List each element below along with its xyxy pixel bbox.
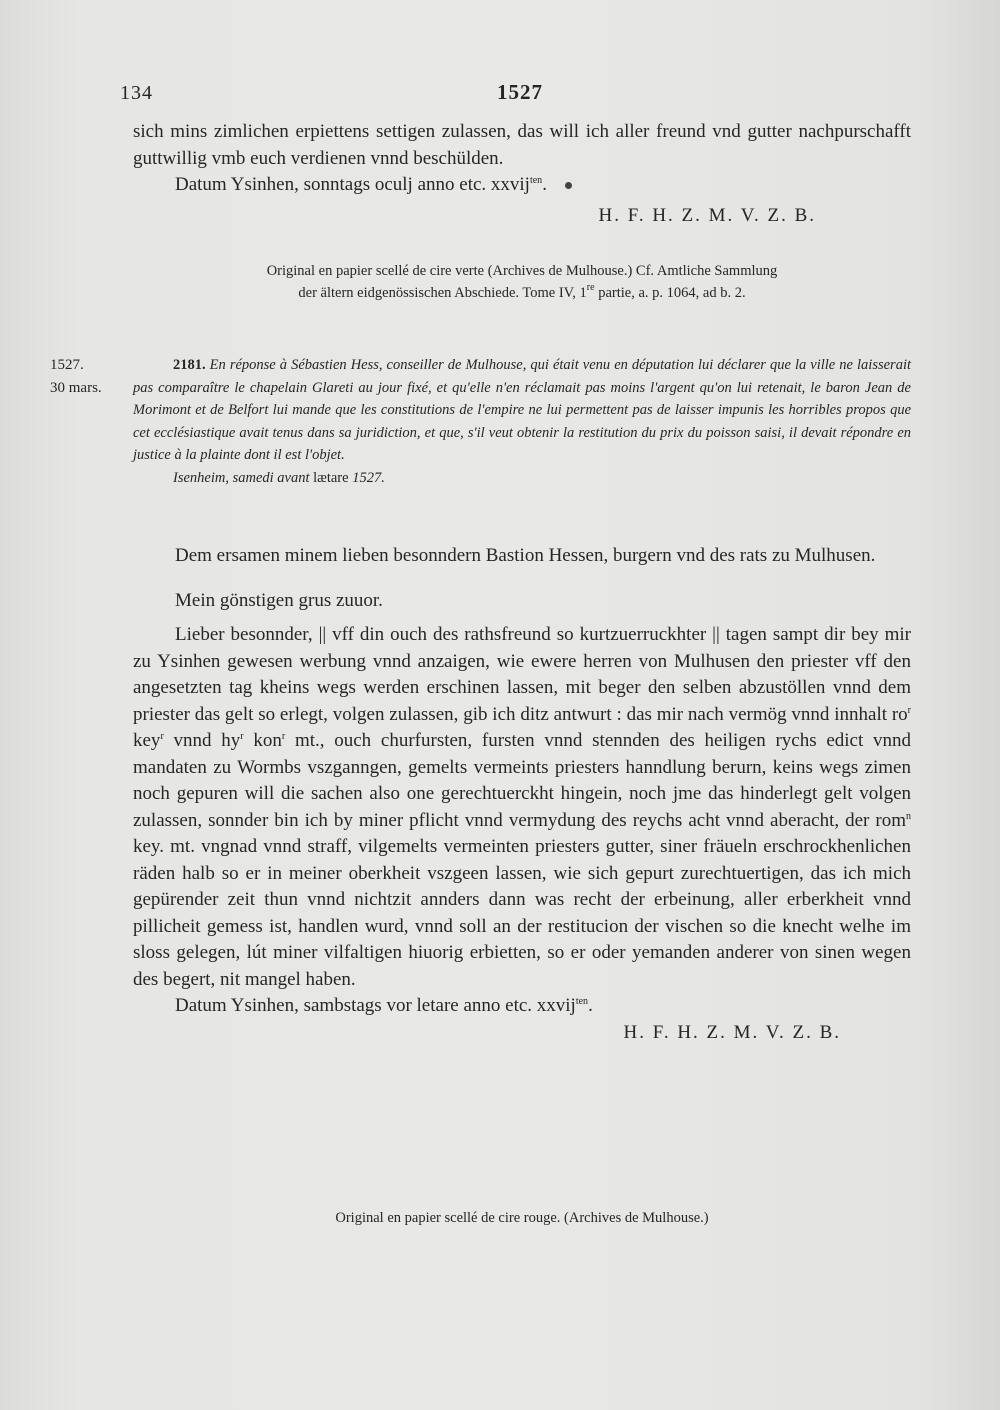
margin-year: 1527.	[50, 357, 84, 373]
page-number: 134	[120, 82, 153, 104]
top-datum: Datum Ysinhen, sonntags oculj anno etc. xxvij$^{ten}$.	[133, 172, 911, 199]
bottom-source-note: Original en papier scellé de cire rouge. (Archives de Mulhouse.)	[335, 1210, 709, 1226]
entry-number: 2181.	[173, 357, 206, 373]
letter-body: Lieber besonnder, || vff din ouch des rathsfreund so kurtzuerruckhter || tagen sampt dir bey mir zu Ysinhen gewesen werbung vnnd anzaigen, wie ewere herren von Mulhusen den priester vff den angesetzten tag kheins wegs werden erschinen lassen, mit beger den selben abzustöllen vnnd dem priester das gelt so erlegt, volgen zulassen, gib ich ditz antwurt : das mir nach vermög vnnd innhalt $ro^r$ key$^r$ vnnd $hy^r$ kon$^r$ mt., ouch churfursten, fursten vnnd stennden des heiligen rychs edict vnnd mandaten zu Wormbs vszganngen, gemelts vermeints priesters hanndlung berurn, keins wegs zimen noch gepuren will die sachen also one gerechtuerckht hingein, noch jme das hinderlegt gelt volgen zulassen, sonnder bin ich by miner pflicht vnnd vermydung des reychs acht vnnd aberacht, der rom$^n$ key. mt. vngnad vnnd straff, vilgemelts vermeinten priesters gutter, siner fräueln erschrockhenlichen räden halb so er in meiner oberkheit vszgeen lassen, wie sich gepurt zurechtuertigen, das ich mich gepürender zeit thun vnnd nichtzit annders dann was recht der erbeinung, aller erberkheit vnnd pillicheit gemess ist, handlen wurd, vnnd soll an der restitucion der vischen so die knecht welhe im sloss gelegen, lút miner vilfaltigen hiuorig erbietten, so er oder yemanden anderer von sinen wegen des begert, nit mangel haben.	[133, 624, 912, 990]
page-header	[120, 82, 920, 112]
letter-text	[133, 543, 911, 1046]
top-source-note: Original en papier scellé de cire verte (Archives de Mulhouse.) Cf. Amtliche Sammlung der ältern eidgenössischen Abschiede. Tome IV, 1re partie, a. p. 1064, ad b. 2.	[266, 263, 778, 301]
margin-day: 30 mars.	[50, 379, 102, 396]
entry-place-date: Isenheim, samedi avant lætare 1527.	[173, 469, 385, 486]
summary-text: En réponse à Sébastien Hess, conseiller de Mulhouse, qui était venu en députation lui déclarer que la ville ne laisserait pas comparaître le chapelain Glareti au jour fixé, et qu'elle n'en réclamait pas moins l'argent qu'on lui retenait, le baron Jean de Morimont et de Belfort lui mande que les constitutions de l'empire ne lui permettent pas de laisser impunis les horribles propos que cet ecclésiastique avait tenus dans sa juridiction, et que, s'il veut obtenir la restitution du prix du poisson saisi, il devait répondre en justice à la plainte dont il est l'objet.	[133, 357, 911, 463]
year-heading: 1527	[497, 80, 543, 104]
top-letter-end	[133, 119, 911, 229]
ink-blot-icon	[565, 182, 572, 189]
letter-closing-text: sich mins zimlichen erpiettens settigen zulassen, das will ich aller freund vnd gutter nachpurschafft guttwillig vmb euch verdienen vnnd beschülden.	[133, 121, 911, 169]
margin-date	[50, 354, 102, 399]
letter-greeting: Mein gönstigen grus zuuor.	[175, 589, 383, 611]
letter-signature: H. F. H. Z. M. V. Z. B.	[623, 1021, 841, 1043]
letter-address: Dem ersamen minem lieben besonndern Bastion Hessen, burgern vnd des rats zu Mulhusen.	[175, 545, 876, 566]
letter-datum: Datum Ysinhen, sambstags vor letare anno etc. xxvij$^{ten}$.	[175, 995, 593, 1016]
top-signature: H. F. H. Z. M. V. Z. B.	[598, 204, 816, 226]
entry-summary	[133, 354, 911, 489]
